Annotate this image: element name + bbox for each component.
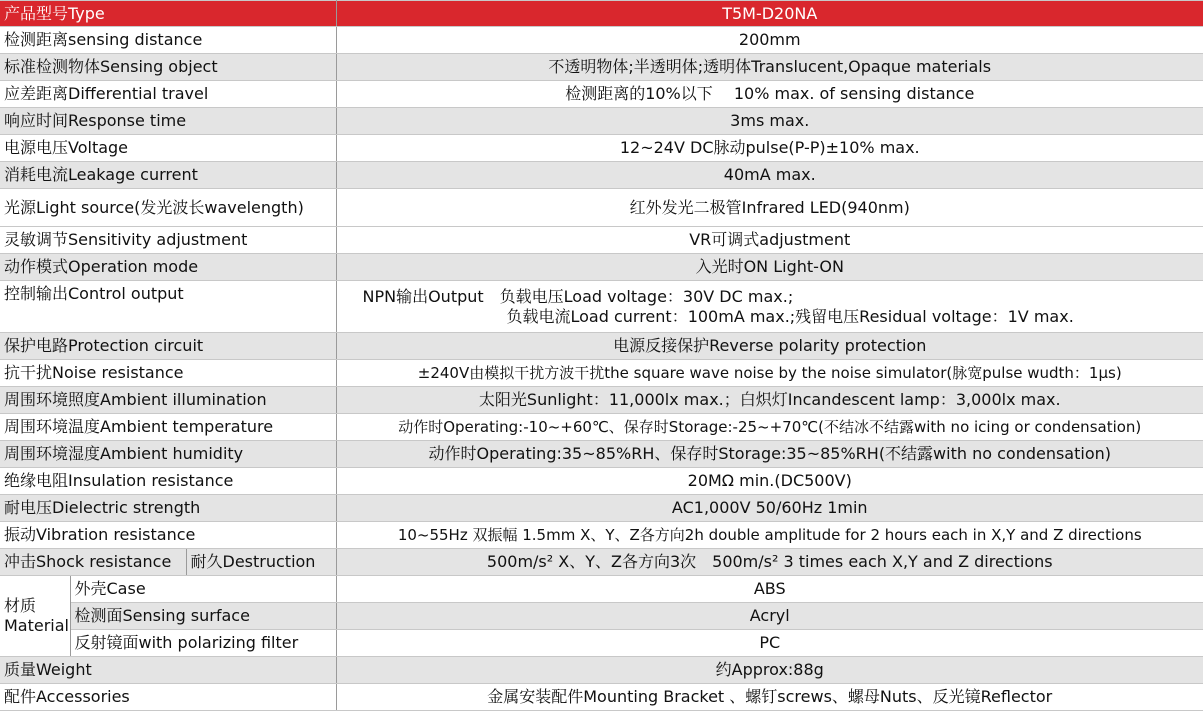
row-value: 20MΩ min.(DC500V) xyxy=(336,468,1203,495)
row-label: 标准检测物体Sensing object xyxy=(0,54,336,81)
material-label xyxy=(0,576,70,657)
row-label: 控制输出Control output xyxy=(0,281,336,333)
row-label: 消耗电流Leakage current xyxy=(0,162,336,189)
table-row xyxy=(0,54,1203,81)
control-output-value xyxy=(336,281,1203,333)
weight-row xyxy=(0,657,1203,684)
row-value: 40mA max. xyxy=(336,162,1203,189)
row-label: 周围环境温度Ambient temperature xyxy=(0,414,336,441)
table-row xyxy=(0,441,1203,468)
table-row xyxy=(0,81,1203,108)
row-value: ±240V由模拟干扰方波干扰the square wave noise by the noise simulator(脉宽pulse wudth：1μs) xyxy=(336,360,1203,387)
row-value: 入光时ON Light-ON xyxy=(336,254,1203,281)
row-value: 检测距离的10%以下 10% max. of sensing distance xyxy=(336,81,1203,108)
table-row xyxy=(0,227,1203,254)
row-value: 红外发光二极管Infrared LED(940nm) xyxy=(336,189,1203,227)
material-label-cn: 材质 xyxy=(4,596,37,615)
table-row xyxy=(0,468,1203,495)
material-item-value: PC xyxy=(336,630,1203,657)
control-output-row xyxy=(0,281,1203,333)
row-value: 动作时Operating:35~85%RH、保存时Storage:35~85%RH(不结露with no condensation) xyxy=(336,441,1203,468)
table-row xyxy=(0,108,1203,135)
material-item-label: 外壳Case xyxy=(70,576,336,603)
row-label: 耐电压Dielectric strength xyxy=(0,495,336,522)
row-label: 光源Light source(发光波长wavelength) xyxy=(0,189,336,227)
material-item-value: Acryl xyxy=(336,603,1203,630)
table-row xyxy=(0,495,1203,522)
row-value: VR可调式adjustment xyxy=(336,227,1203,254)
table-row xyxy=(0,135,1203,162)
table-row xyxy=(0,254,1203,281)
row-value: 10~55Hz 双振幅 1.5mm X、Y、Z各方向2h double amplitude for 2 hours each in X,Y and Z directions xyxy=(336,522,1203,549)
row-label: 应差距离Differential travel xyxy=(0,81,336,108)
table-row xyxy=(0,333,1203,360)
material-item-value: ABS xyxy=(336,576,1203,603)
row-label: 周围环境湿度Ambient humidity xyxy=(0,441,336,468)
row-value: 不透明物体;半透明体;透明体Translucent,Opaque materials xyxy=(336,54,1203,81)
row-label: 振动Vibration resistance xyxy=(0,522,336,549)
table-row xyxy=(0,522,1203,549)
row-value: 动作时Operating:-10~+60℃、保存时Storage:-25~+70℃(不结冰不结露with no icing or condensation) xyxy=(336,414,1203,441)
row-value: 12~24V DC脉动pulse(P-P)±10% max. xyxy=(336,135,1203,162)
row-label: 周围环境照度Ambient illumination xyxy=(0,387,336,414)
weight-label: 质量Weight xyxy=(0,657,336,684)
shock-value: 500m/s² X、Y、Z各方向3次 500m/s² 3 times each X,Y and Z directions xyxy=(336,549,1203,576)
table-row xyxy=(0,189,1203,227)
header-label: 产品型号Type xyxy=(0,1,336,27)
row-value: 3ms max. xyxy=(336,108,1203,135)
row-label: 抗干扰Noise resistance xyxy=(0,360,336,387)
row-value: 200mm xyxy=(336,27,1203,54)
table-row xyxy=(0,387,1203,414)
table-row xyxy=(0,414,1203,441)
row-value: AC1,000V 50/60Hz 1min xyxy=(336,495,1203,522)
material-row xyxy=(0,576,1203,603)
shock-row xyxy=(0,549,1203,576)
table-row xyxy=(0,162,1203,189)
header-value: T5M-D20NA xyxy=(336,1,1203,27)
row-label: 响应时间Response time xyxy=(0,108,336,135)
shock-label: 冲击Shock resistance xyxy=(0,549,186,576)
material-row xyxy=(0,630,1203,657)
weight-value: 约Approx:88g xyxy=(336,657,1203,684)
accessories-label: 配件Accessories xyxy=(0,684,336,711)
row-label: 保护电路Protection circuit xyxy=(0,333,336,360)
accessories-value: 金属安装配件Mounting Bracket 、螺钉screws、螺母Nuts、反光镜Reflector xyxy=(336,684,1203,711)
header-row xyxy=(0,1,1203,27)
control-output-line-2: 负载电流Load current：100mA max.;残留电压Residual voltage：1V max. xyxy=(506,306,1074,326)
row-label: 动作模式Operation mode xyxy=(0,254,336,281)
material-item-label: 反射镜面with polarizing filter xyxy=(70,630,336,657)
material-item-label: 检测面Sensing surface xyxy=(70,603,336,630)
accessories-row xyxy=(0,684,1203,711)
material-row xyxy=(0,603,1203,630)
table-row xyxy=(0,360,1203,387)
material-label-en: Material xyxy=(4,616,69,635)
control-output-line-1: NPN输出Output 负载电压Load voltage：30V DC max.; xyxy=(362,286,794,306)
row-value: 电源反接保护Reverse polarity protection xyxy=(336,333,1203,360)
shock-sublabel: 耐久Destruction xyxy=(186,549,336,576)
row-label: 电源电压Voltage xyxy=(0,135,336,162)
row-label: 检测距离sensing distance xyxy=(0,27,336,54)
table-row xyxy=(0,27,1203,54)
row-label: 绝缘电阻Insulation resistance xyxy=(0,468,336,495)
row-label: 灵敏调节Sensitivity adjustment xyxy=(0,227,336,254)
row-value: 太阳光Sunlight：11,000lx max.；白炽灯Incandescent lamp：3,000lx max. xyxy=(336,387,1203,414)
